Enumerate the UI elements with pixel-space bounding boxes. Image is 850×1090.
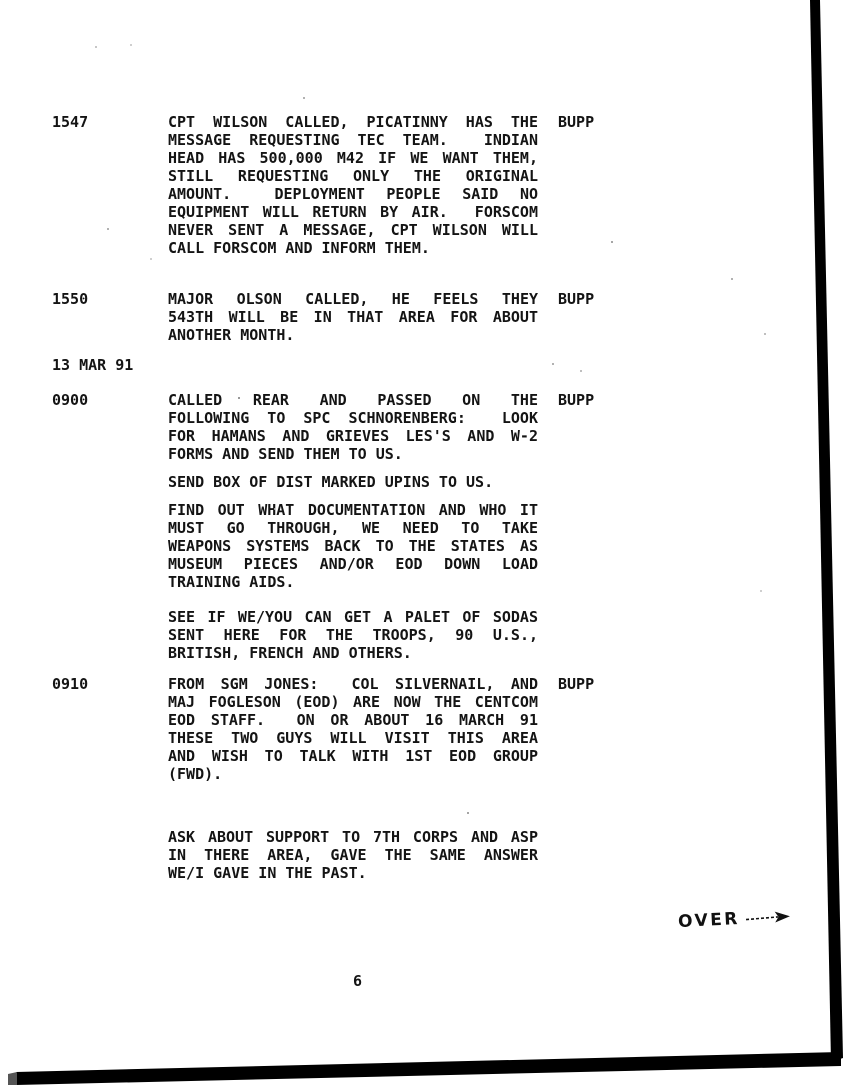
log-entry bbox=[52, 113, 618, 257]
entry-line: ANOTHER MONTH. bbox=[168, 326, 295, 344]
entry-line: SEE IF WE/YOU CAN GET A PALET OF SODAS bbox=[168, 608, 538, 626]
entry-line: FOR HAMANS AND GRIEVES LES'S AND W-2 bbox=[168, 427, 538, 445]
entry-paragraph bbox=[168, 113, 538, 257]
entry-paragraph bbox=[168, 473, 538, 491]
entry-paragraph bbox=[168, 290, 538, 344]
entry-line: MAJ FOGLESON (EOD) ARE NOW THE CENTCOM bbox=[168, 693, 538, 711]
entry-line: (FWD). bbox=[168, 765, 223, 783]
over-note-text: OVER bbox=[677, 908, 741, 933]
entry-line: MAJOR OLSON CALLED, HE FEELS THEY bbox=[168, 290, 538, 308]
entry-line: TRAINING AIDS. bbox=[168, 573, 295, 591]
scan-edge-bottom-tip bbox=[8, 1072, 17, 1085]
log-entry bbox=[52, 391, 618, 662]
duty-log bbox=[52, 113, 618, 882]
log-entry bbox=[52, 675, 618, 783]
entry-body bbox=[168, 290, 538, 344]
scan-edge-right-bar bbox=[810, 0, 843, 1062]
entry-line: SEND BOX OF DIST MARKED UPINS TO US. bbox=[168, 473, 494, 491]
entry-line: MESSAGE REQUESTING TEC TEAM. INDIAN bbox=[168, 131, 538, 149]
scan-speckles bbox=[0, 0, 2, 2]
entry-initials: BUPP bbox=[558, 113, 595, 131]
entry-line: 543TH WILL BE IN THAT AREA FOR ABOUT bbox=[168, 308, 538, 326]
over-note bbox=[677, 895, 799, 943]
entry-time: 1550 bbox=[52, 290, 89, 308]
entry-line: EQUIPMENT WILL RETURN BY AIR. FORSCOM bbox=[168, 203, 538, 221]
entry-line: NEVER SENT A MESSAGE, CPT WILSON WILL bbox=[168, 221, 538, 239]
log-entry bbox=[52, 290, 618, 344]
entry-line: ASK ABOUT SUPPORT TO 7TH CORPS AND ASP bbox=[168, 828, 538, 846]
entry-paragraph bbox=[168, 675, 538, 783]
date-heading-label: 13 MAR 91 bbox=[52, 356, 134, 374]
entry-line: MUST GO THROUGH, WE NEED TO TAKE bbox=[168, 519, 538, 537]
entry-line: AND WISH TO TALK WITH 1ST EOD GROUP bbox=[168, 747, 538, 765]
entry-line: FOLLOWING TO SPC SCHNORENBERG: LOOK bbox=[168, 409, 538, 427]
entry-initials: BUPP bbox=[558, 290, 595, 308]
entry-line: CPT WILSON CALLED, PICATINNY HAS THE bbox=[168, 113, 538, 131]
entry-line: FORMS AND SEND THEM TO US. bbox=[168, 445, 403, 463]
entry-line: THESE TWO GUYS WILL VISIT THIS AREA bbox=[168, 729, 538, 747]
entry-paragraph bbox=[168, 391, 538, 463]
entry-initials: BUPP bbox=[558, 675, 595, 693]
entry-body bbox=[168, 113, 538, 257]
entry-line: MUSEUM PIECES AND/OR EOD DOWN LOAD bbox=[168, 555, 538, 573]
entry-line: BRITISH, FRENCH AND OTHERS. bbox=[168, 644, 412, 662]
entry-line: EOD STAFF. ON OR ABOUT 16 MARCH 91 bbox=[168, 711, 538, 729]
entry-body bbox=[168, 675, 538, 783]
entry-line: AMOUNT. DEPLOYMENT PEOPLE SAID NO bbox=[168, 185, 538, 203]
continuation-block bbox=[52, 828, 618, 882]
entry-time: 0910 bbox=[52, 675, 89, 693]
entry-line: CALLED REAR AND PASSED ON THE bbox=[168, 391, 538, 409]
entry-line: FIND OUT WHAT DOCUMENTATION AND WHO IT bbox=[168, 501, 538, 519]
scan-edge-bottom-bar bbox=[16, 1052, 841, 1085]
entry-time: 0900 bbox=[52, 391, 89, 409]
entry-paragraph bbox=[168, 501, 538, 591]
entry-line: STILL REQUESTING ONLY THE ORIGINAL bbox=[168, 167, 538, 185]
page-number: 6 bbox=[353, 972, 363, 990]
entry-paragraph bbox=[168, 828, 538, 882]
arrow-right-icon bbox=[743, 908, 792, 926]
entry-initials: BUPP bbox=[558, 391, 595, 409]
entry-body bbox=[168, 828, 538, 882]
entry-line: CALL FORSCOM AND INFORM THEM. bbox=[168, 239, 430, 257]
entry-line: HEAD HAS 500,000 M42 IF WE WANT THEM, bbox=[168, 149, 538, 167]
entry-line: WE/I GAVE IN THE PAST. bbox=[168, 864, 367, 882]
entry-paragraph bbox=[168, 608, 538, 662]
entry-body bbox=[168, 391, 538, 662]
date-heading bbox=[52, 356, 618, 374]
entry-time: 1547 bbox=[52, 113, 89, 131]
entry-line: WEAPONS SYSTEMS BACK TO THE STATES AS bbox=[168, 537, 538, 555]
entry-line: SENT HERE FOR THE TROOPS, 90 U.S., bbox=[168, 626, 538, 644]
entry-line: FROM SGM JONES: COL SILVERNAIL, AND bbox=[168, 675, 538, 693]
entry-line: IN THERE AREA, GAVE THE SAME ANSWER bbox=[168, 846, 538, 864]
